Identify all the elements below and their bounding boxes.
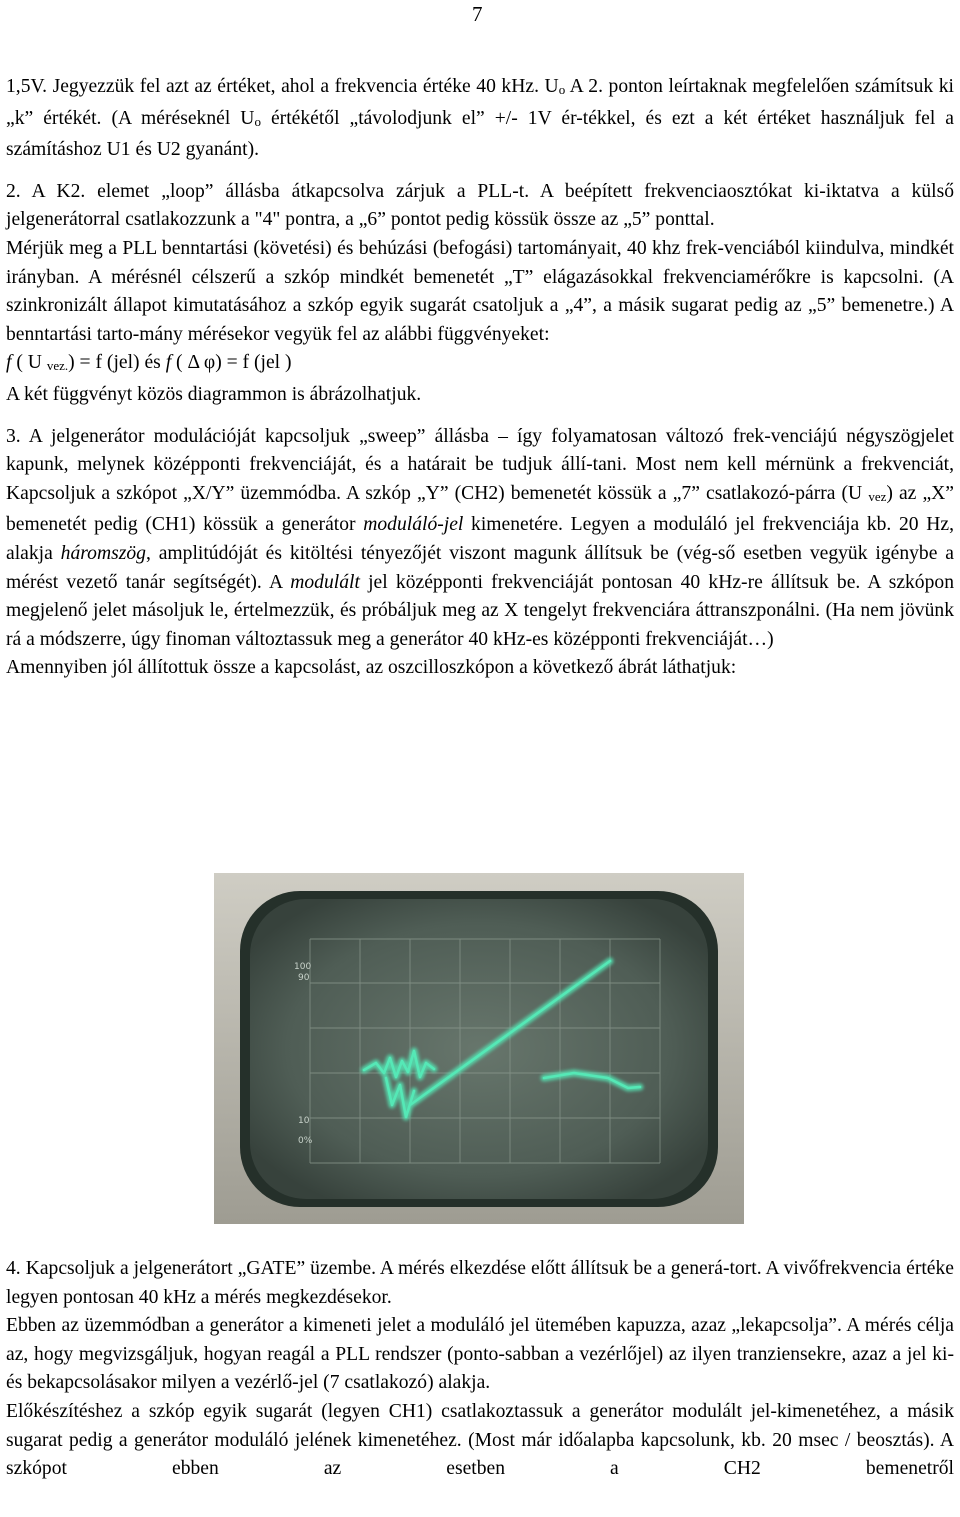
paragraph-2-diagram-note: A két függvényt közös diagrammon is ábrázolhatjuk. [6, 383, 422, 405]
oscilloscope-screen-figure [214, 873, 744, 1224]
paragraph-2-intro: 2. A K2. elemet „loop” állásba átkapcsolva zárjuk a PLL-t. A beépített frekvenciaosztókat ki-iktatva a külső jelgenerátorral csatlakozzunk a "4" pontra, a „6” pontot pedig kössük össze az „5” ponttal. [6, 180, 954, 231]
label-100: 100 [294, 962, 312, 972]
label-10: 10 [298, 1116, 310, 1126]
upper-text [6, 73, 954, 683]
page-number: 7 [472, 2, 483, 26]
paragraph-4-preparation: Előkészítéshez a szkóp egyik sugarát (legyen CH1) csatlakoztassuk a generátor modulált jel-kimenetéhez, a másik sugarat pedig a generátor moduláló jelének kimenetéhez. (Most már időalapba kapcsolunk, kb. 20 msec / beosztás). A szkópot ebben az esetben a CH2 bemenetről [6, 1400, 954, 1480]
lower-text [6, 1255, 954, 1484]
paragraph-1: 1,5V. Jegyezzük fel azt az értéket, ahol a frekvencia értéke 40 kHz. Uo A 2. ponton leírtaknak megfelelően számítsuk ki „k” értékét. (A méréseknél Uo értékétől „távolodjunk el” +/- 1V ér-tékkel, és ezt a két értéket használjuk fel a számításhoz U1 és U2 gyanánt). [6, 76, 954, 161]
paragraph-3-figure-intro: Amennyiben jól állítottuk össze a kapcsolást, az oszcilloszkópon a következő ábrát láthatjuk: [6, 657, 737, 679]
paragraph-3-sweep: 3. A jelgenerátor modulációját kapcsoljuk „sweep” állásba – így folyamatosan változó frek-venciájú négyszögjelet kapunk, melynek középponti frekvenciáját, és a határait be tudjuk állí-tani. Most nem kell mérnünk a frekvenciát, Kapcsoljuk a szkópot „X/Y” üzemmódba. A szkóp „Y” (CH2) bemenetét kössük a „7” csatlakozó-párra (U vez) az „X” bemenetét pedig (CH1) kössük a generátor moduláló-jel kimenetére. Legyen a moduláló jel frekvenciája kb. 20 Hz, alakja háromszög, amplitúdóját és kitöltési tényezőjét viszont magunk állítsuk be (vég-ső esetben vegyük igénybe a mérést vezető tanár segítségét). A modulált jel középponti frekvenciáját pontosan 40 kHz-re állítsuk be. A szkópon megjelenő jelet másoljuk le, értelmezzük, és próbáljuk meg az X tengelyt frekvenciára áttranszponálni. (Ha nem jövünk rá a módszerre, úgy finoman változtassuk meg a generátor 40 kHz-es középponti frekvenciáját…) [6, 425, 955, 650]
scope-screen [250, 899, 708, 1199]
formula-line: f ( U vez.) = f (jel) és f ( Δ φ) = f (jel ) [6, 352, 292, 374]
paragraph-4-mode: Ebben az üzemmódban a generátor a kimeneti jelet a moduláló jel ütemében kapuzza, azaz „lekapcsolja”. A mérés célja az, hogy megvizsgáljuk, hogyan reagál a PLL rendszer (ponto-sabban a vezérlőjel) az ilyen tranziensekre, azaz a jel ki-és bekapcsolásakor milyen a vezérlő-jel (7 csatlakozó) alakja. [6, 1315, 954, 1394]
label-90: 90 [298, 973, 310, 983]
label-0-percent: 0% [298, 1136, 313, 1146]
paragraph-4-gate: 4. Kapcsoljuk a jelgenerátort „GATE” üzembe. A mérés elkezdése előtt állítsuk be a generá-tort. A vivőfrekvencia értéke legyen pontosan 40 kHz a mérés megkezdésekor. [6, 1258, 954, 1308]
oscilloscope-photo [214, 873, 744, 1224]
paragraph-2-measurement: Mérjük meg a PLL benntartási (követési) és behúzási (befogási) tartományait, 40 khz frek-venciából kiindulva, mindkét irányban. A mérésnél célszerű a szkóp mindkét bemenetét „T” elágazásokkal frekvenciamérőkre is kapcsolni. (A szinkronizált állapot kimutatásához a szkóp egyik sugarát csatoljuk a „4”, a másik sugarat pedig az „5” bemenetre.) A benntartási tarto-mány mérésekor vegyük fel az alábbi függvényeket: [6, 237, 954, 345]
